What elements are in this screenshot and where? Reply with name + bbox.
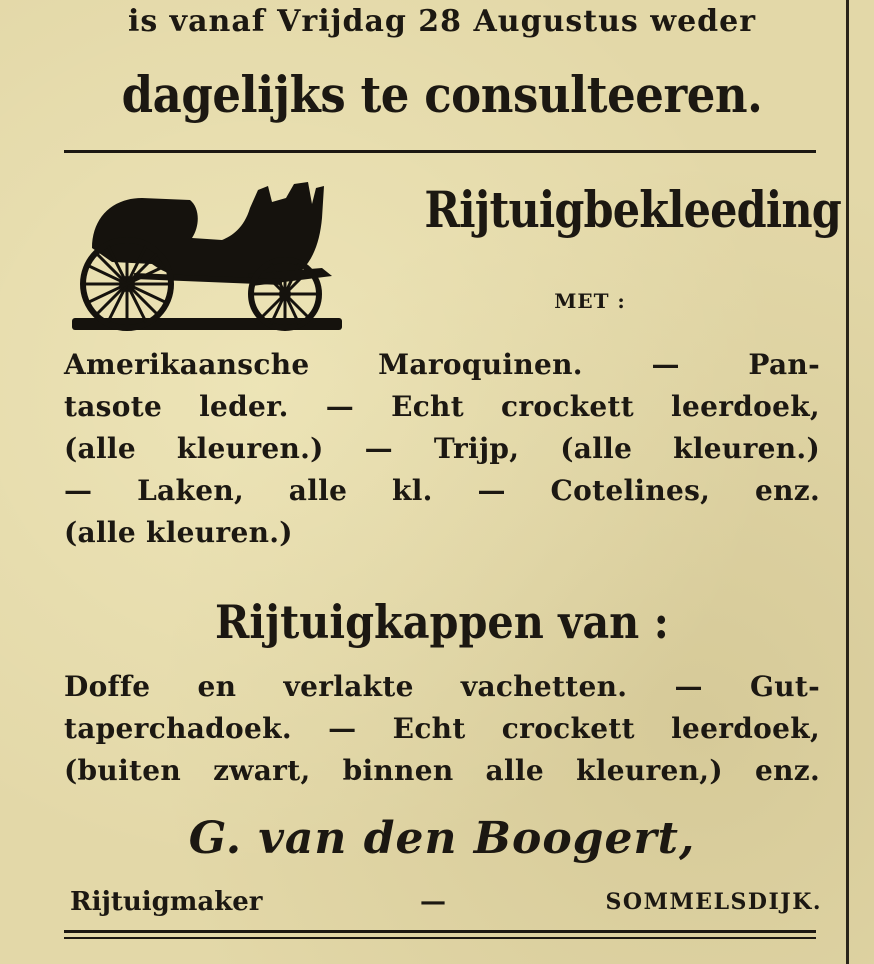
column-rule bbox=[846, 0, 849, 964]
materials-line-4: — Laken, alle kl. — Cotelines, enz. bbox=[64, 474, 820, 507]
carriage-icon bbox=[72, 178, 344, 338]
intro-line: is vanaf Vrijdag 28 Augustus weder bbox=[127, 4, 757, 39]
footer-dash: — bbox=[420, 887, 446, 917]
materials-line-1: Amerikaansche Maroquinen. — Pan- bbox=[64, 348, 820, 381]
signature-name: G. van den Boogert, bbox=[188, 813, 696, 864]
divider-bottom-thin bbox=[64, 937, 816, 939]
roof-line-3: (buiten zwart, binnen alle kleuren,) enz. bbox=[64, 754, 820, 787]
materials-line-2: tasote leder. — Echt crockett leerdoek, bbox=[64, 390, 820, 423]
town-name: SOMMELSDIJK. bbox=[605, 889, 822, 915]
sub-headline: Rijtuigkappen van : bbox=[215, 595, 669, 649]
divider-bottom bbox=[64, 930, 816, 933]
met-label: MET : bbox=[554, 289, 626, 313]
roof-line-1: Doffe en verlakte vachetten. — Gut- bbox=[64, 670, 820, 703]
footer-line bbox=[70, 880, 822, 924]
materials-line-5: (alle kleuren.) bbox=[64, 516, 293, 549]
roof-line-2: taperchadoek. — Echt crockett leerdoek, bbox=[64, 712, 820, 745]
occupation: Rijtuigmaker bbox=[70, 887, 263, 917]
ad-title: Rijtuigbekleeding bbox=[424, 180, 841, 239]
headline: dagelijks te consulteeren. bbox=[121, 65, 763, 124]
divider-top bbox=[64, 150, 816, 153]
materials-line-3: (alle kleuren.) — Trijp, (alle kleuren.) bbox=[64, 432, 820, 465]
